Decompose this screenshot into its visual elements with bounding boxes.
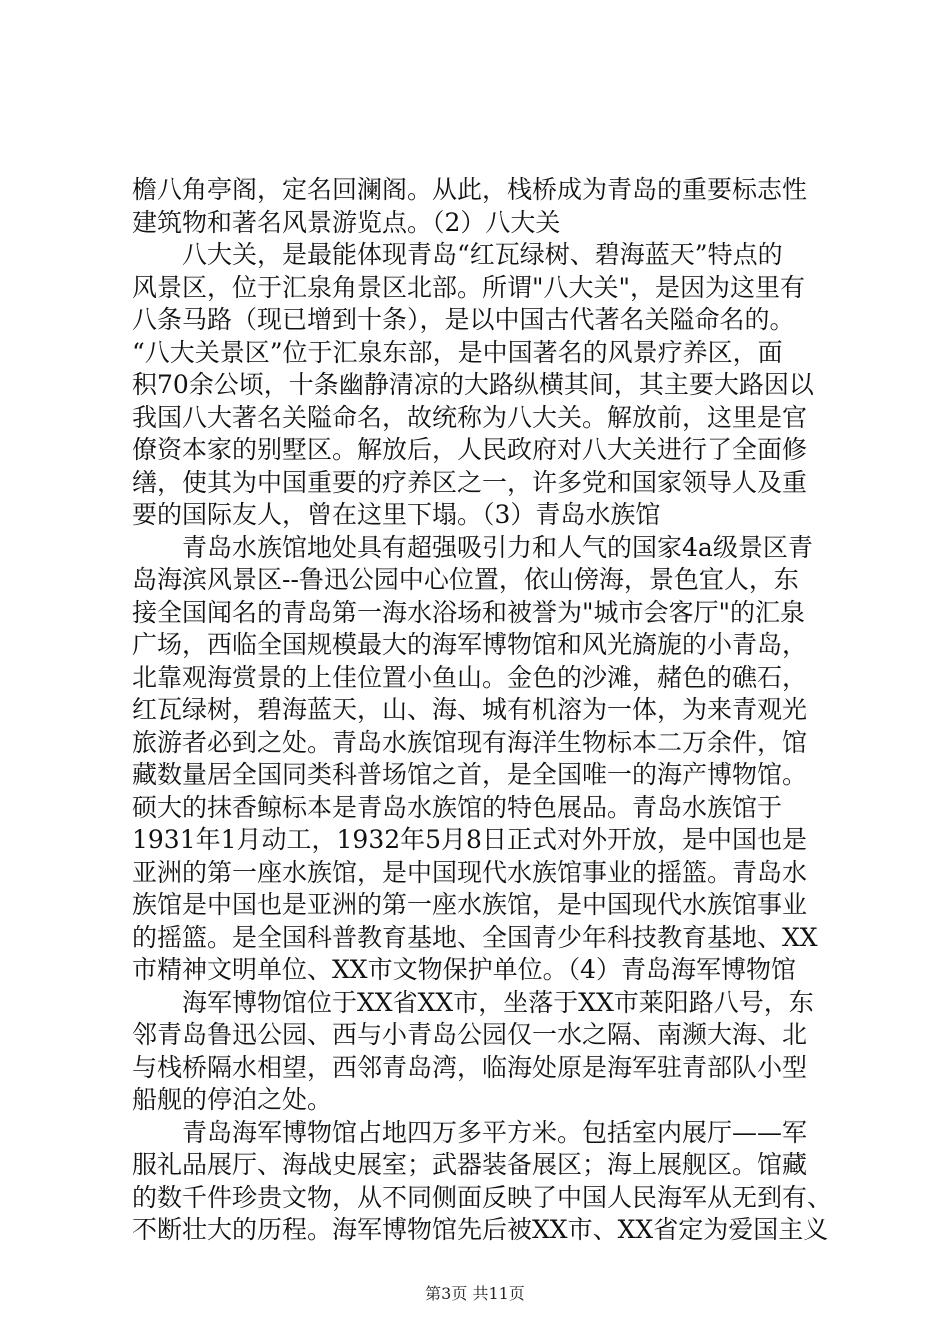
text-line: 服礼品展厅、海战史展室；武器装备展区；海上展舰区。馆藏 <box>132 1150 808 1179</box>
text-line: 青岛海军博物馆占地四万多平方米。包括室内展厅——军 <box>132 1117 808 1147</box>
text-line: 八大关，是最能体现青岛“红瓦绿树、碧海蓝天”特点的 <box>132 240 783 269</box>
text-line: 与栈桥隔水相望，西邻青岛湾，临海处原是海军驻青部队小型 <box>132 1052 808 1082</box>
text-line: 藏数量居全国同类科普场馆之首，是全国唯一的海产博物馆。 <box>132 760 808 789</box>
text-line: 硕大的抹香鲸标本是青岛水族馆的特色展品。青岛水族馆于 <box>132 792 783 822</box>
text-line: 缮，使其为中国重要的疗养区之一，许多党和国家领导人及重 <box>132 467 808 497</box>
text-line: 要的国际友人，曾在这里下塌。（3）青岛水族馆 <box>132 500 661 529</box>
text-line: “八大关景区”位于汇泉东部，是中国著名的风景疗养区，面 <box>132 337 783 367</box>
text-line: 不断壮大的历程。海军博物馆先后被XX市、XX省定为爱国主义 <box>132 1215 829 1244</box>
text-line: 亚洲的第一座水族馆，是中国现代水族馆事业的摇篮。青岛水 <box>132 857 808 887</box>
text-line: 建筑物和著名风景游览点。（2）八大关 <box>132 207 561 237</box>
text-line: 族馆是中国也是亚洲的第一座水族馆，是中国现代水族馆事业 <box>132 890 808 919</box>
text-line: 旅游者必到之处。青岛水族馆现有海洋生物标本二万余件，馆 <box>132 727 808 757</box>
text-line: 八条马路（现已增到十条），是以中国古代著名关隘命名的。 <box>132 305 795 334</box>
page-number-footer: 第3页 共11页 <box>425 1284 525 1303</box>
text-line: 的数千件珍贵文物，从不同侧面反映了中国人民海军从无到有、 <box>132 1182 832 1212</box>
text-line: 市精神文明单位、XX市文物保护单位。（4）青岛海军博物馆 <box>132 955 797 984</box>
text-line: 积70余公顷，十条幽静清凉的大路纵横其间，其主要大路因以 <box>132 370 814 399</box>
text-line: 岛海滨风景区--鲁迅公园中心位置，依山傍海，景色宜人，东 <box>132 565 799 594</box>
text-line: 青岛水族馆地处具有超强吸引力和人气的国家4a级景区青 <box>132 532 813 562</box>
text-line: 僚资本家的别墅区。解放后，人民政府对八大关进行了全面修 <box>132 435 808 464</box>
text-line: 红瓦绿树，碧海蓝天，山、海、城有机溶为一体，为来青观光 <box>132 695 808 724</box>
text-line: 我国八大著名关隘命名，故统称为八大关。解放前，这里是官 <box>132 402 808 432</box>
text-line: 1931年1月动工，1932年5月8日正式对外开放，是中国也是 <box>132 825 807 854</box>
text-line: 北靠观海赏景的上佳位置小鱼山。金色的沙滩，赭色的礁石， <box>132 662 808 692</box>
text-line: 接全国闻名的青岛第一海水浴场和被誉为"城市会客厅"的汇泉 <box>132 597 806 627</box>
text-line: 檐八角亭阁，定名回澜阁。从此，栈桥成为青岛的重要标志性 <box>132 175 808 204</box>
text-line: 广场，西临全国规模最大的海军博物馆和风光旖旎的小青岛， <box>132 630 808 659</box>
text-line: 海军博物馆位于XX省XX市，坐落于XX市莱阳路八号，东 <box>132 987 814 1017</box>
text-line: 邻青岛鲁迅公园、西与小青岛公园仅一水之隔、南濒大海、北 <box>132 1020 808 1049</box>
text-line: 的摇篮。是全国科普教育基地、全国青少年科技教育基地、XX <box>132 922 818 952</box>
document-body <box>132 174 832 1247</box>
text-line: 船舰的停泊之处。 <box>132 1085 333 1114</box>
text-line: 风景区，位于汇泉角景区北部。所谓"八大关"，是因为这里有 <box>132 272 806 302</box>
